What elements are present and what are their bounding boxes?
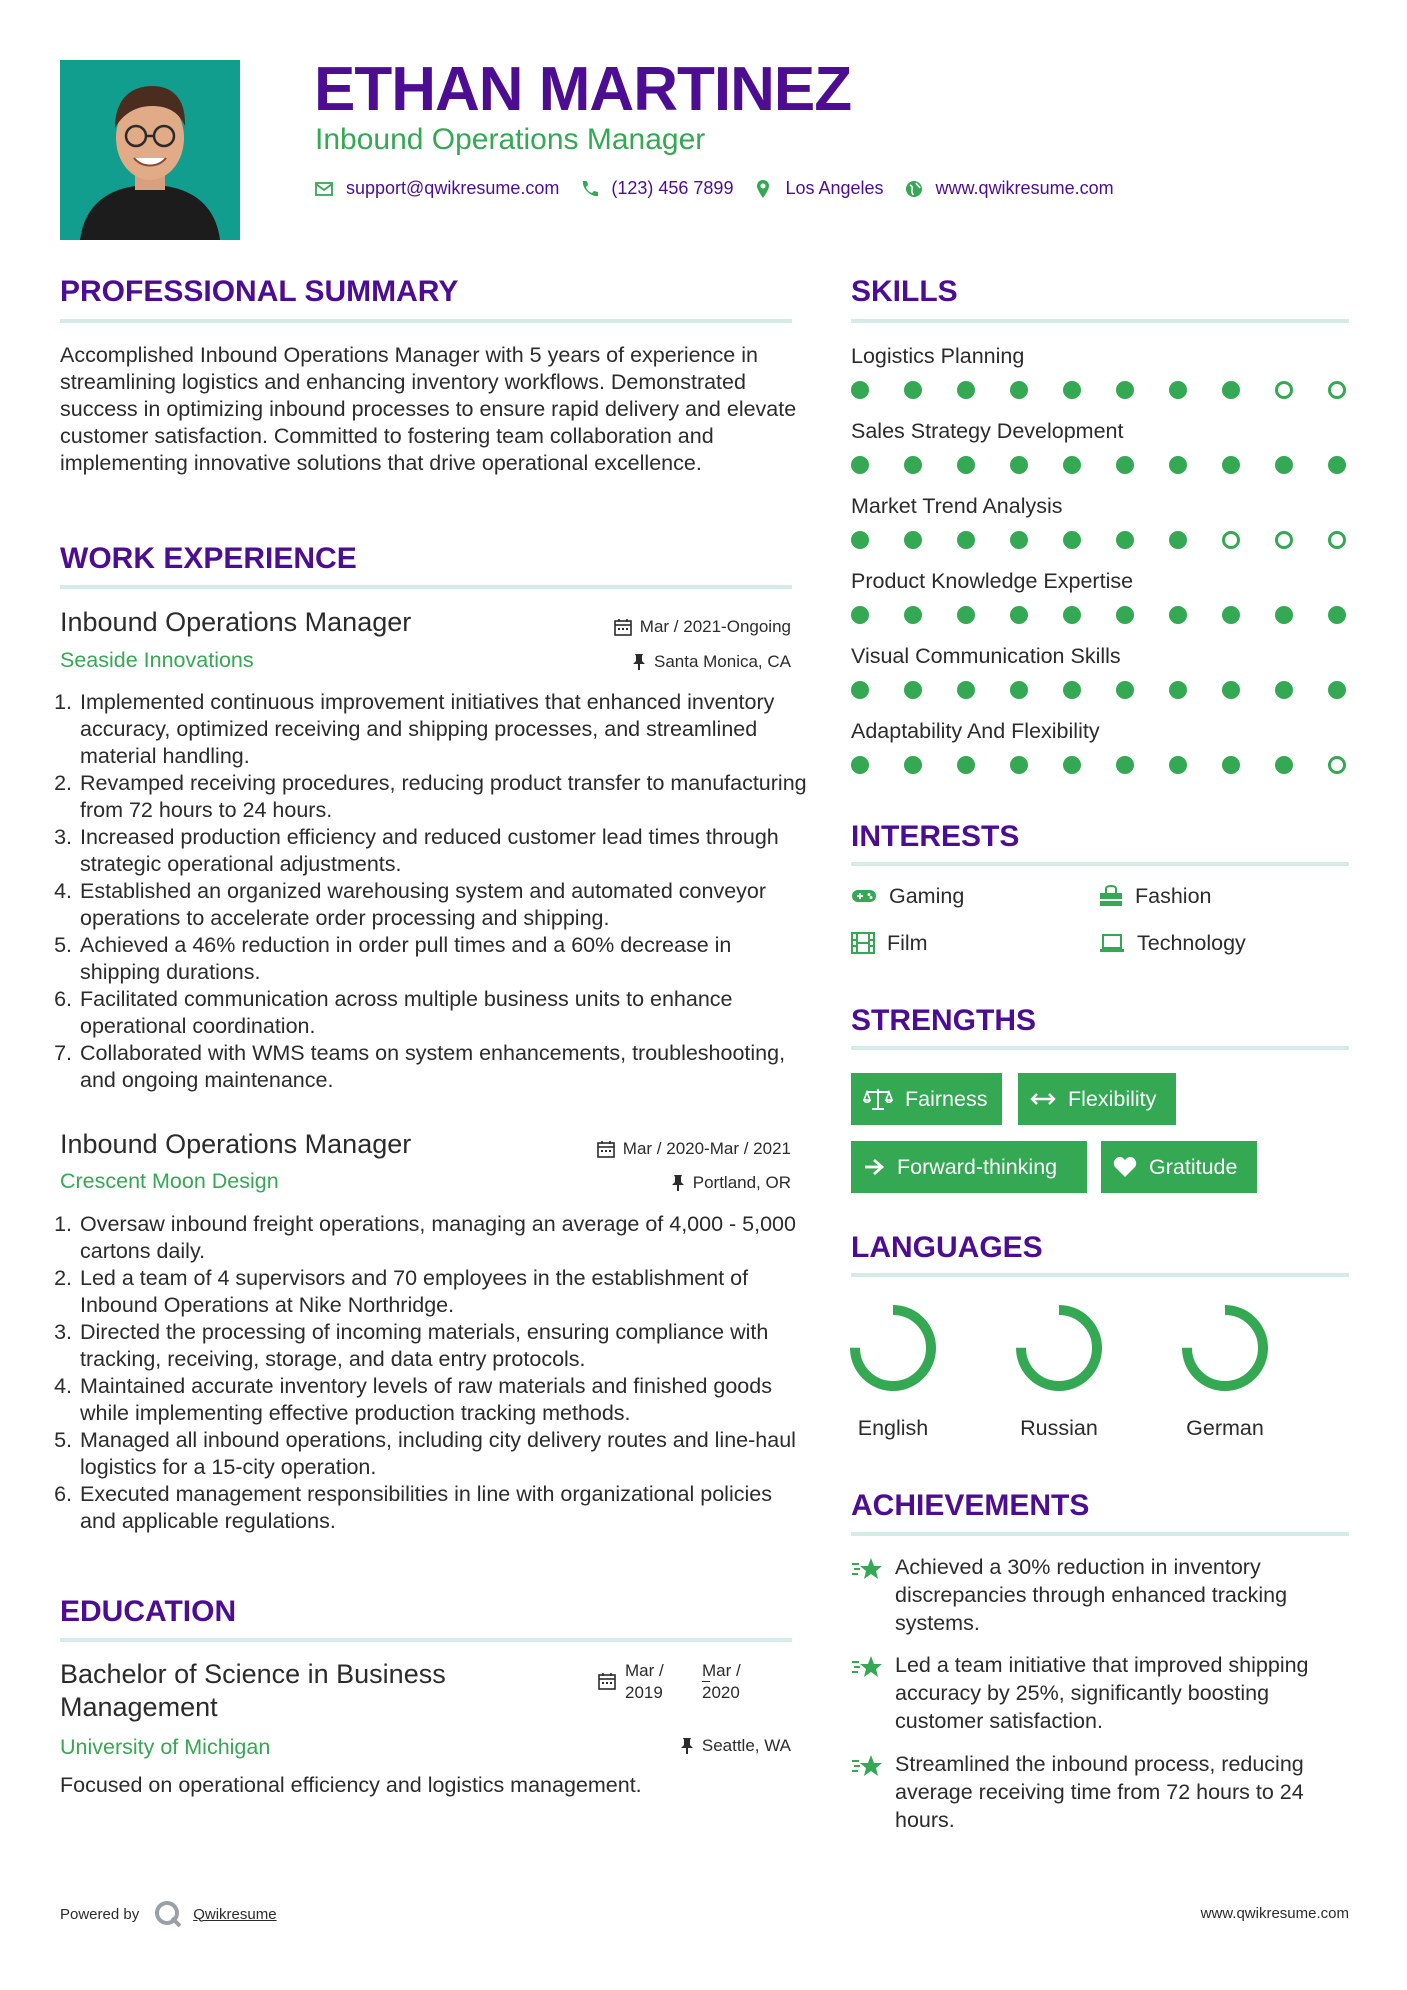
job-bullet-item: 1. Oversaw inbound freight operations, managing an average of 4,000 - 5,000 cartons daily.	[78, 1211, 813, 1265]
achievement-text: Achieved a 30% reduction in inventory discrepancies through enhanced tracking systems.	[895, 1555, 1288, 1635]
language-item	[833, 1298, 953, 1441]
arrow-right-icon	[863, 1158, 885, 1176]
interests-heading: INTERESTS	[851, 820, 1020, 853]
achievement-item	[851, 1651, 1351, 1735]
education-location-text: Seattle, WA	[701, 1736, 791, 1755]
rating-dot-filled	[1169, 756, 1187, 774]
rating-dot-empty	[1328, 531, 1346, 549]
skill-name: Logistics Planning	[851, 344, 1025, 368]
interest-item-film	[851, 930, 928, 956]
education-start-month: Mar /	[625, 1661, 664, 1680]
rating-dot-empty	[1328, 381, 1346, 399]
rating-dot-filled	[957, 531, 975, 549]
rating-dot-filled	[1328, 456, 1346, 474]
rating-dot-filled	[851, 681, 869, 699]
interest-item-fashion	[1099, 883, 1212, 909]
rating-dot-filled	[957, 456, 975, 474]
language-name: German	[1186, 1416, 1264, 1440]
website-text: www.qwikresume.com	[935, 178, 1114, 198]
skill-name: Product Knowledge Expertise	[851, 569, 1134, 593]
languages-divider	[851, 1273, 1349, 1277]
rating-dot-filled	[1275, 756, 1293, 774]
job-bullet-item: 1. Implemented continuous improvement initiatives that enhanced inventory accuracy, optimized receiving and shipping processes, and streamlined material handling.	[78, 689, 813, 770]
summary-divider	[60, 319, 792, 323]
map-pin-icon	[753, 179, 773, 199]
rating-dot-filled	[1169, 456, 1187, 474]
job-title: Inbound Operations Manager	[60, 607, 412, 637]
powered-by-text: Powered by	[60, 1905, 140, 1923]
job-bullet-item: 4. Established an organized warehousing system and automated conveyor operations to accelerate order processing and shipping.	[78, 878, 813, 932]
pushpin-icon	[671, 1174, 685, 1192]
person-avatar-icon	[60, 60, 240, 240]
rating-dot-filled	[1063, 531, 1081, 549]
contact-email[interactable]	[314, 178, 559, 199]
job-company: Crescent Moon Design	[60, 1169, 279, 1193]
education-description: Focused on operational efficiency and logistics management.	[60, 1773, 642, 1797]
calendar-icon	[597, 1140, 615, 1158]
strengths-divider	[851, 1046, 1349, 1050]
rating-dot-filled	[1169, 381, 1187, 399]
strength-tag-fairness	[851, 1073, 1002, 1125]
job-bullet-list	[60, 1211, 813, 1535]
rating-dot-filled	[1010, 756, 1028, 774]
languages-heading: LANGUAGES	[851, 1231, 1043, 1264]
skill-rating	[851, 381, 1349, 401]
phone-text: (123) 456 7899	[611, 178, 734, 198]
job-location	[671, 1172, 791, 1194]
language-level-gauge	[1009, 1298, 1109, 1398]
rating-dot-empty	[1222, 531, 1240, 549]
job-location	[632, 651, 791, 673]
interest-label: Fashion	[1135, 884, 1212, 908]
degree-title: Bachelor of Science in Business Management	[60, 1659, 446, 1722]
rating-dot-filled	[1010, 456, 1028, 474]
rating-dot-filled	[851, 756, 869, 774]
job-title: Inbound Operations Manager	[60, 1129, 412, 1159]
language-level-gauge	[1175, 1298, 1275, 1398]
calendar-icon	[598, 1672, 616, 1690]
rating-dot-filled	[1010, 681, 1028, 699]
rating-dot-filled	[1063, 756, 1081, 774]
rating-dot-filled	[1010, 531, 1028, 549]
rating-dot-filled	[1169, 606, 1187, 624]
strength-label: Flexibility	[1068, 1086, 1157, 1111]
achievement-text: Led a team initiative that improved shipping accuracy by 25%, significantly boosting customer satisfaction.	[895, 1653, 1309, 1733]
language-level-arc	[1187, 1310, 1263, 1386]
rating-dot-filled	[1116, 681, 1134, 699]
rating-dot-filled	[1275, 681, 1293, 699]
qwikresume-link[interactable]: Qwikresume	[193, 1905, 277, 1923]
job-bullet-item: 5. Achieved a 46% reduction in order pull times and a 60% decrease in shipping durations.	[78, 932, 813, 986]
rating-dot-filled	[1116, 381, 1134, 399]
education-end-date	[702, 1660, 741, 1704]
rating-dot-filled	[1328, 681, 1346, 699]
job-bullet-item: 3. Directed the processing of incoming materials, ensuring compliance with tracking, receiving, storage, and data entry protocols.	[78, 1319, 813, 1373]
language-level-arc	[1021, 1310, 1097, 1386]
experience-divider	[60, 585, 792, 589]
rating-dot-filled	[1222, 381, 1240, 399]
strength-tag-flexibility	[1018, 1073, 1176, 1125]
rating-dot-filled	[851, 606, 869, 624]
interests-divider	[851, 862, 1349, 866]
rating-dot-empty	[1275, 531, 1293, 549]
arrows-horizontal-icon	[1030, 1091, 1056, 1107]
rating-dot-filled	[957, 756, 975, 774]
fashion-bag-icon	[1099, 885, 1123, 907]
rating-dot-filled	[904, 756, 922, 774]
education-end-month: Mar /	[702, 1661, 741, 1680]
experience-heading: WORK EXPERIENCE	[60, 542, 357, 575]
job-bullet-item: 7. Collaborated with WMS teams on system enhancements, troubleshooting, and ongoing maintenance.	[78, 1040, 813, 1094]
rating-dot-filled	[904, 531, 922, 549]
profile-photo	[60, 60, 240, 240]
skills-heading: SKILLS	[851, 275, 958, 308]
rating-dot-filled	[1063, 381, 1081, 399]
rating-dot-filled	[1275, 606, 1293, 624]
skill-name: Visual Communication Skills	[851, 644, 1121, 668]
rating-dot-filled	[904, 381, 922, 399]
skill-rating	[851, 756, 1349, 776]
skill-rating	[851, 606, 1349, 626]
strengths-heading: STRENGTHS	[851, 1004, 1037, 1037]
summary-text: Accomplished Inbound Operations Manager with 5 years of experience in streamlining logistics and enhancing inventory workflows. Demonstrated success in optimizing inbound processes to ensure rapid delivery and elevate customer satisfaction. Committed to fostering team collaboration and implementing innovative solutions that drive operational excellence.	[60, 343, 797, 475]
job-bullet-item: 4. Maintained accurate inventory levels of raw materials and finished goods while implementing effective production tracking methods.	[78, 1373, 813, 1427]
rating-dot-filled	[1063, 456, 1081, 474]
education-location	[680, 1735, 791, 1757]
balance-scale-icon	[863, 1087, 893, 1111]
job-bullet-item: 5. Managed all inbound operations, including city delivery routes and line-haul logistics for a 15-city operation.	[78, 1427, 813, 1481]
language-item	[999, 1298, 1119, 1441]
globe-icon	[904, 179, 924, 199]
job-dates-text: Mar / 2020-Mar / 2021	[622, 1139, 791, 1158]
date-separator	[702, 1681, 710, 1682]
candidate-name: ETHAN MARTINEZ	[314, 55, 852, 124]
job-location-text: Santa Monica, CA	[653, 652, 791, 671]
job-bullet-item: 6. Executed management responsibilities in line with organizational policies and applicable regulations.	[78, 1481, 813, 1535]
rating-dot-filled	[1063, 681, 1081, 699]
rating-dot-filled	[1328, 606, 1346, 624]
job-bullet-item: 2. Led a team of 4 supervisors and 70 employees in the establishment of Inbound Operations at Nike Northridge.	[78, 1265, 813, 1319]
job-bullet-list	[60, 689, 813, 1094]
laptop-icon	[1099, 933, 1125, 953]
strength-tag-gratitude	[1101, 1141, 1257, 1193]
heart-icon	[1113, 1156, 1137, 1178]
rating-dot-filled	[957, 381, 975, 399]
rating-dot-filled	[1275, 456, 1293, 474]
footer-website[interactable]: www.qwikresume.com	[1200, 1905, 1349, 1922]
star-award-icon	[851, 1653, 885, 1681]
job-dates	[614, 616, 791, 638]
job-dates	[597, 1138, 791, 1160]
strength-label: Fairness	[905, 1086, 988, 1111]
rating-dot-filled	[904, 681, 922, 699]
rating-dot-filled	[1116, 531, 1134, 549]
job-bullet-item: 3. Increased production efficiency and reduced customer lead times through strategic operational adjustments.	[78, 824, 813, 878]
rating-dot-filled	[1222, 681, 1240, 699]
rating-dot-filled	[1169, 681, 1187, 699]
strength-label: Gratitude	[1149, 1154, 1238, 1179]
achievement-item	[851, 1750, 1351, 1834]
rating-dot-filled	[1116, 756, 1134, 774]
language-level-arc	[855, 1310, 931, 1386]
language-item	[1165, 1298, 1285, 1441]
phone-icon	[579, 179, 599, 199]
rating-dot-filled	[1222, 756, 1240, 774]
achievement-text: Streamlined the inbound process, reducing average receiving time from 72 hours to 24 hours.	[895, 1752, 1304, 1832]
contact-location	[753, 178, 883, 199]
rating-dot-filled	[957, 606, 975, 624]
job-company: Seaside Innovations	[60, 648, 254, 672]
candidate-title: Inbound Operations Manager	[315, 123, 706, 156]
interest-label: Gaming	[889, 884, 965, 908]
rating-dot-filled	[1010, 381, 1028, 399]
rating-dot-empty	[1275, 381, 1293, 399]
skill-rating	[851, 531, 1349, 551]
job-location-text: Portland, OR	[692, 1173, 791, 1192]
skill-name: Adaptability And Flexibility	[851, 719, 1100, 743]
rating-dot-filled	[957, 681, 975, 699]
rating-dot-filled	[1116, 606, 1134, 624]
rating-dot-filled	[851, 456, 869, 474]
rating-dot-filled	[1010, 606, 1028, 624]
contact-phone[interactable]	[579, 178, 733, 199]
skill-rating	[851, 456, 1349, 476]
star-award-icon	[851, 1752, 885, 1780]
skill-name: Sales Strategy Development	[851, 419, 1124, 443]
job-bullet-item: 2. Revamped receiving procedures, reducing product transfer to manufacturing from 72 hours to 24 hours.	[78, 770, 813, 824]
email-text: support@qwikresume.com	[346, 178, 560, 198]
rating-dot-filled	[1222, 606, 1240, 624]
rating-dot-filled	[851, 381, 869, 399]
gamepad-icon	[851, 887, 877, 905]
skill-name: Market Trend Analysis	[851, 494, 1063, 518]
school-name: University of Michigan	[60, 1735, 271, 1759]
rating-dot-filled	[1222, 456, 1240, 474]
job-bullet-item: 6. Facilitated communication across multiple business units to enhance operational coordination.	[78, 986, 813, 1040]
contact-website[interactable]	[904, 178, 1114, 199]
calendar-icon	[614, 618, 632, 636]
summary-heading: PROFESSIONAL SUMMARY	[60, 275, 459, 308]
education-end-year: 2020	[702, 1683, 740, 1702]
language-name: Russian	[1020, 1416, 1098, 1440]
pushpin-icon	[632, 653, 646, 671]
qwikresume-logo-icon	[153, 1899, 183, 1929]
achievements-heading: ACHIEVEMENTS	[851, 1489, 1090, 1522]
interest-label: Film	[887, 931, 928, 955]
rating-dot-filled	[1063, 606, 1081, 624]
rating-dot-empty	[1328, 756, 1346, 774]
interest-item-gaming	[851, 883, 964, 909]
skill-rating	[851, 681, 1349, 701]
rating-dot-filled	[1169, 531, 1187, 549]
strength-label: Forward-thinking	[897, 1154, 1058, 1179]
education-heading: EDUCATION	[60, 1595, 237, 1628]
film-icon	[851, 932, 875, 954]
rating-dot-filled	[904, 456, 922, 474]
education-divider	[60, 1638, 792, 1642]
envelope-icon	[314, 179, 334, 199]
strength-tag-forward-thinking	[851, 1141, 1087, 1193]
interest-label: Technology	[1137, 931, 1246, 955]
footer-powered-by	[60, 1899, 277, 1929]
language-name: English	[857, 1416, 929, 1440]
rating-dot-filled	[851, 531, 869, 549]
interest-item-technology	[1099, 930, 1246, 956]
job-dates-text: Mar / 2021-Ongoing	[639, 617, 791, 636]
location-text: Los Angeles	[785, 178, 884, 198]
education-start-date	[625, 1660, 664, 1704]
language-level-gauge	[843, 1298, 943, 1398]
rating-dot-filled	[1116, 456, 1134, 474]
rating-dot-filled	[904, 606, 922, 624]
education-start-year: 2019	[625, 1683, 663, 1702]
star-award-icon	[851, 1555, 885, 1583]
achievements-divider	[851, 1532, 1349, 1536]
contact-bar	[314, 178, 1134, 199]
achievement-item	[851, 1553, 1351, 1637]
pushpin-icon	[680, 1737, 694, 1755]
skills-divider	[851, 319, 1349, 323]
